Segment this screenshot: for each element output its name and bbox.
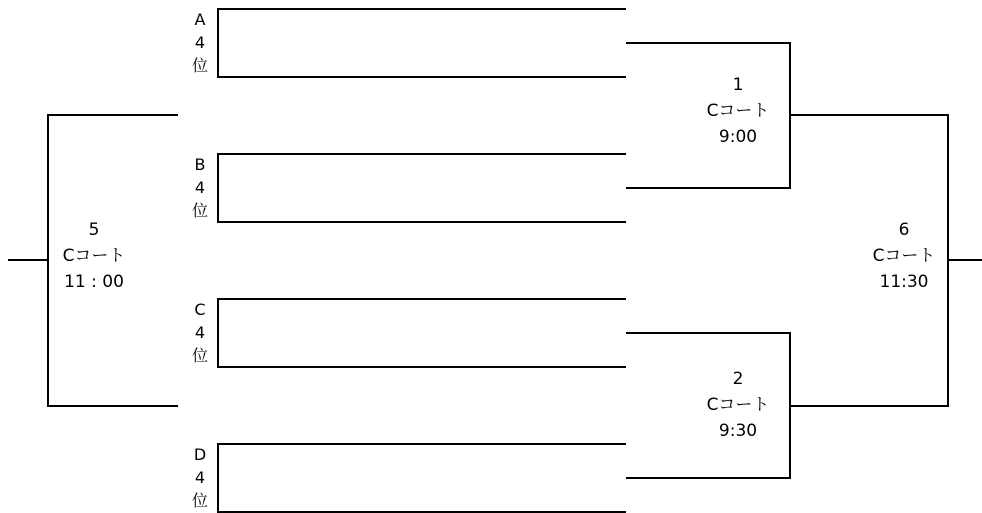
team-label-d <box>186 443 214 512</box>
team-label-a <box>186 8 214 77</box>
match-time: 9:00 <box>718 127 758 147</box>
team-slot-d[interactable] <box>217 443 626 513</box>
match-number: 5 <box>88 220 100 240</box>
team-rank-suffix: 位 <box>191 491 208 510</box>
match-5-info <box>56 217 132 295</box>
team-slot-a[interactable] <box>217 8 626 78</box>
match-court: Cコート <box>706 395 770 415</box>
team-slot-c[interactable] <box>217 298 626 368</box>
match-court: Cコート <box>872 246 936 266</box>
match-court: Cコート <box>62 246 126 266</box>
team-rank-suffix: 位 <box>191 201 208 220</box>
match-time: 9:30 <box>718 421 758 441</box>
team-rank-suffix: 位 <box>191 346 208 365</box>
team-rank-number: 4 <box>194 33 206 52</box>
match-number: 2 <box>732 369 744 389</box>
match-number: 1 <box>732 75 744 95</box>
match-number: 6 <box>898 220 910 240</box>
team-group: D <box>193 445 207 464</box>
team-rank-number: 4 <box>194 178 206 197</box>
team-label-c <box>186 298 214 367</box>
team-slot-b[interactable] <box>217 153 626 223</box>
team-group: C <box>194 300 206 319</box>
match-time: 11:30 <box>879 272 929 292</box>
match-time: 11 : 00 <box>64 272 124 292</box>
team-rank-number: 4 <box>194 323 206 342</box>
team-group: B <box>194 155 206 174</box>
team-group: A <box>194 10 206 29</box>
team-label-b <box>186 153 214 222</box>
match-court: Cコート <box>706 101 770 121</box>
match-2-info <box>705 366 771 444</box>
team-rank-suffix: 位 <box>191 56 208 75</box>
match-1-info <box>705 72 771 150</box>
team-rank-number: 4 <box>194 468 206 487</box>
match-6-info <box>866 217 942 295</box>
